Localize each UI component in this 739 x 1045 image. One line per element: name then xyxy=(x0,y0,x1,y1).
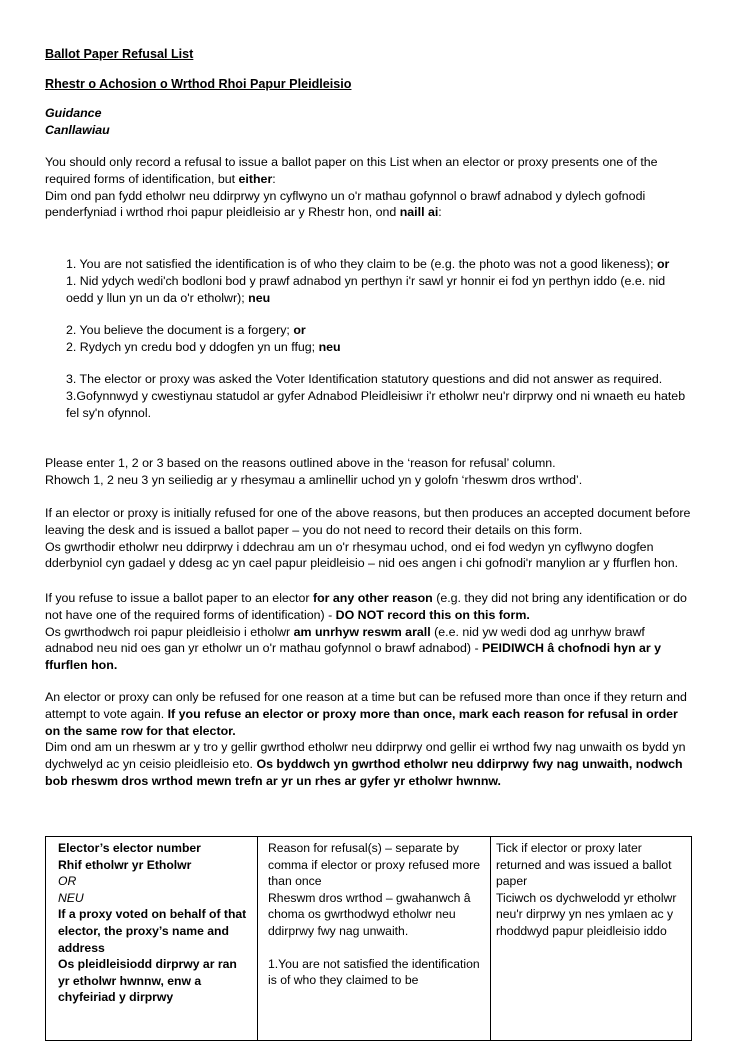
multiple-refusal-paragraph: An elector or proxy can only be refused for one reason at a time but can be refused more than once if they return and attempt to vote again. If you refuse an elector or proxy more than once, mark each reason for refusal in order on the same row for that elector. Dim ond am un rheswm ar y tro y gellir gwrthod etholwr neu ddirprwy ond gellir ei wrthod fwy nag unwaith os bydd yn dychwelyd ac yn ceisio pleidleisio eto. Os byddwch yn gwrthod etholwr neu ddirprwy fwy nag unwaith, nodwch bob rheswm dros wrthod mewn trefn ar yr un rhes ar gyfer yr etholwr hwnnw. xyxy=(45,690,687,788)
guidance-heading-english: Guidance xyxy=(45,106,102,120)
intro-welsh: Dim ond pan fydd etholwr neu ddirprwy yn cyflwyno un o'r mathau gofynnol o brawf adnabod y dylech gofnodi penderfyniad i wrthod rhoi papur pleidleisio ar y Rhestr hon, ond naill ai: xyxy=(45,188,646,220)
intro-english: You should only record a refusal to issue a ballot paper on this List when an elector or proxy presents one of the required forms of identification, but either: xyxy=(45,155,658,186)
column-header-reason-for-refusal: Reason for refusal(s) – separate by comma if elector or proxy refused more than once Rheswm dros wrthod – gwahanwch â choma os gwrthodwyd etholwr neu ddirprwy fwy nag unwaith. 1.You are not satisfied the identification is of who they claimed to be xyxy=(258,837,491,1041)
refusal-table xyxy=(45,836,692,1041)
column-header-elector-number: Elector’s elector number Rhif etholwr yr Etholwr OR NEU If a proxy voted on behalf of that elector, the proxy’s name and address Os pleidleisiodd dirprwy ar ran yr etholwr hwnnw, enw a chyfeiriad y dirprwy xyxy=(46,837,258,1041)
guidance-heading-welsh: Canllawiau xyxy=(45,123,110,137)
reason-2: 2. You believe the document is a forgery; or 2. Rydych yn credu bod y ddogfen yn un ffug; neu xyxy=(66,323,341,354)
intro-paragraph xyxy=(45,154,693,221)
column-header-returned-tick: Tick if elector or proxy later returned and was issued a ballot paper Ticiwch os dychwelodd yr etholwr neu'r dirprwy yn nes ymlaen ac y rhoddwyd papur pleidleisio iddo xyxy=(491,837,692,1041)
reason-3: 3. The elector or proxy was asked the Voter Identification statutory questions and did not answer as required. 3.Gofynnwyd y cwestiynau statudol ar gyfer Adnabod Pleidleisiwr i'r etholwr neu'r dirprwy ond ni wnaeth eu hateb fel sy'n ofynnol. xyxy=(66,372,686,420)
enter-instruction: Please enter 1, 2 or 3 based on the reasons outlined above in the ‘reason for refusal’ column. Rhowch 1, 2 neu 3 yn seiliedig ar y rhesymau a amlinellir uchod yn y golofn ‘rheswm dros wrthod’. xyxy=(45,456,583,487)
later-accepted-paragraph: If an elector or proxy is initially refused for one of the above reasons, but then produces an accepted document before leaving the desk and is issued a ballot paper – you do not need to record their details on this form. Os gwrthodir etholwr neu ddirprwy i ddechrau am un o'r rhesymau uchod, ond ei fod wedyn yn cyflwyno dogfen dderbyniol cyn gadael y ddesg ac yn cael papur pleidleisio – nid oes angen i chi gofnodi'r manylion ar y ffurflen hon. xyxy=(45,506,691,571)
table-header-row xyxy=(46,837,692,1041)
other-reason-paragraph: If you refuse to issue a ballot paper to an elector for any other reason (e.g. they did not bring any identification or do not have one of the required forms of identification) - DO NOT record this on this form. Os gwrthodwch roi papur pleidleisio i etholwr am unrhyw reswm arall (e.e. nid yw wedi dod ag unrhyw brawf adnabod neu nid oes gan yr etholwr un o'r mathau gofynnol o brawf adnabod) - PEIDIWCH â chofnodi hyn ar y ffurflen hon. xyxy=(45,591,687,673)
title-welsh: Rhestr o Achosion o Wrthod Rhoi Papur Pleidleisio xyxy=(45,77,352,91)
reason-1: 1. You are not satisfied the identification is of who they claim to be (e.g. the photo was not a good likeness); or 1. Nid ydych wedi'ch bodloni bod y prawf adnabod yn perthyn i'r sawl yr honnir ei fod yn perthyn iddo (e.e. nid oedd y llun yn un da o'r etholwr); neu xyxy=(66,257,670,305)
title-english: Ballot Paper Refusal List xyxy=(45,47,194,61)
